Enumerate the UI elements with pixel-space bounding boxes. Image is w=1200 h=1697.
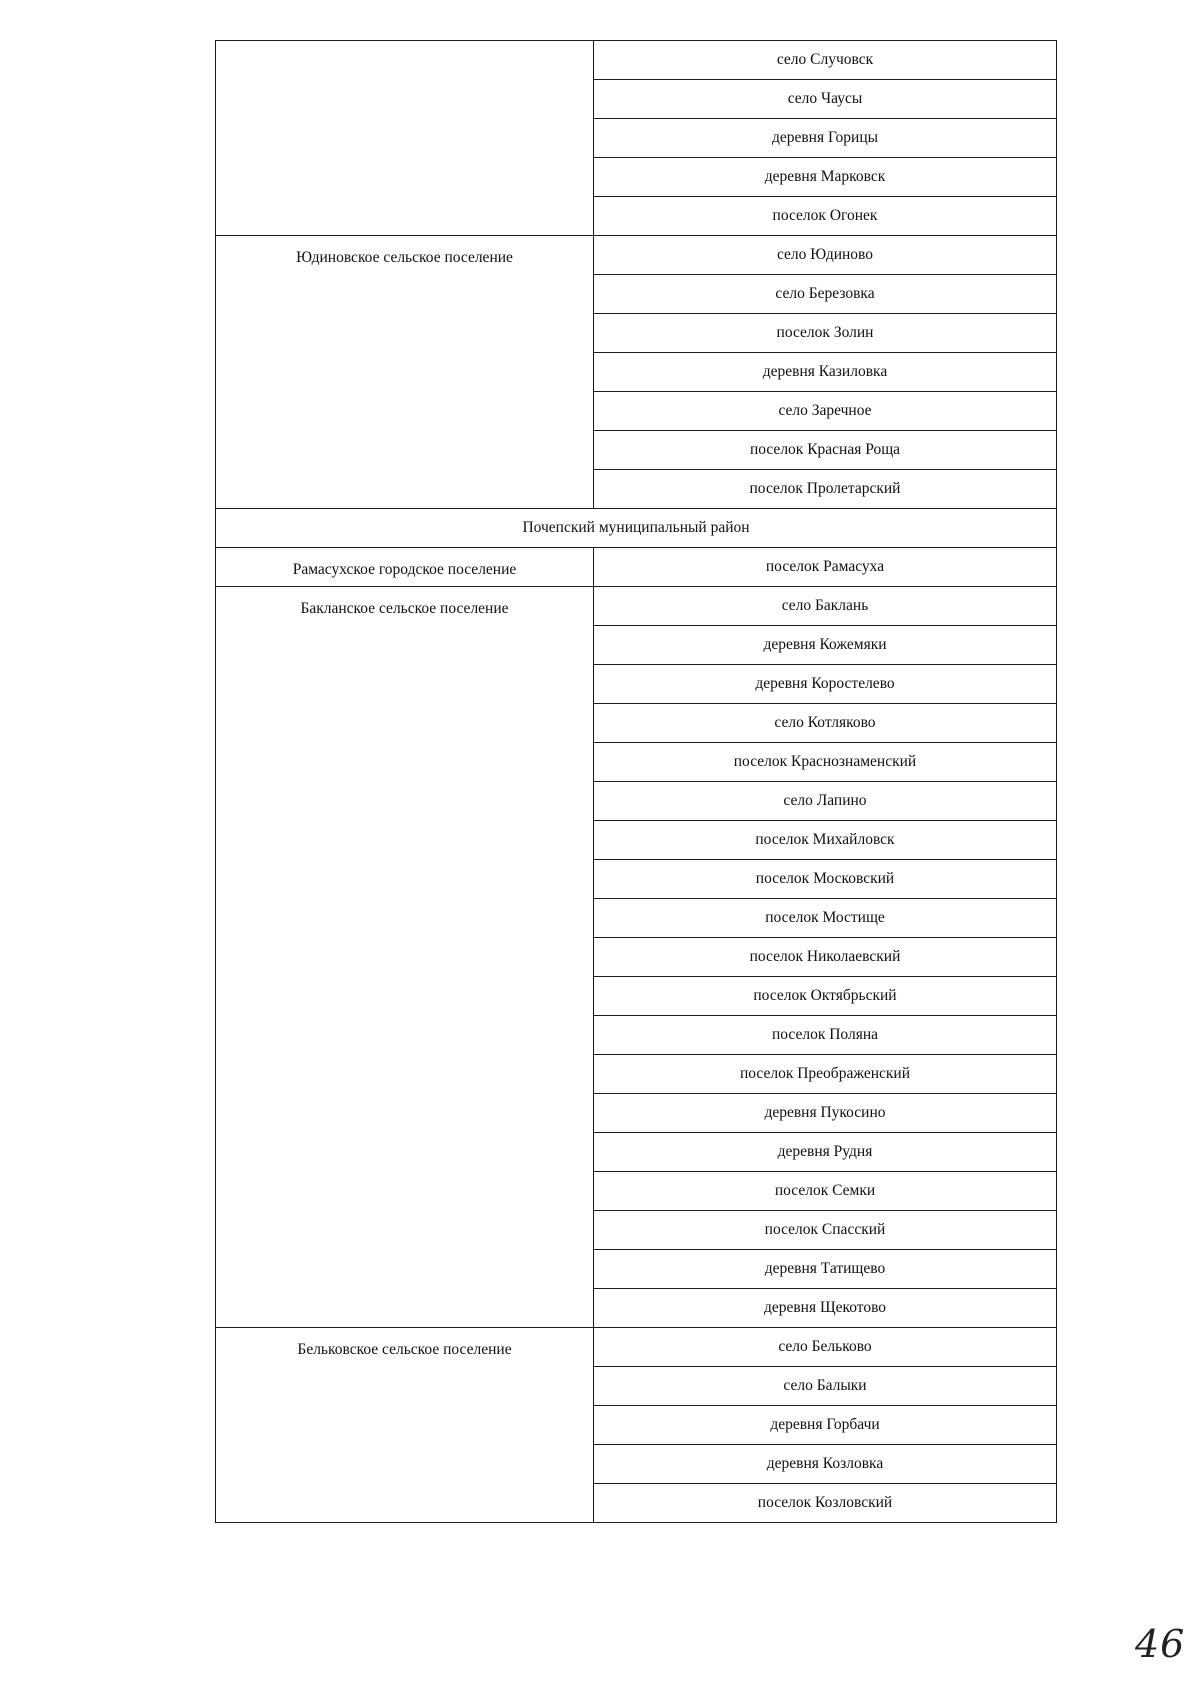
table-row (216, 548, 1057, 587)
table-body (216, 41, 1057, 1523)
locality-name: село Балыки (594, 1367, 1057, 1406)
locality-name: поселок Козловский (594, 1484, 1057, 1523)
locality-name: поселок Рамасуха (594, 548, 1057, 587)
locality-name: поселок Московский (594, 860, 1057, 899)
locality-name: деревня Марковск (594, 158, 1057, 197)
settlement-cell (216, 41, 594, 236)
locality-name: поселок Мостище (594, 899, 1057, 938)
settlements-table (215, 40, 1057, 1523)
page-number: 46 (1135, 1622, 1186, 1666)
settlement-cell (216, 587, 594, 1328)
locality-name: поселок Октябрьский (594, 977, 1057, 1016)
settlement-name (216, 41, 593, 54)
district-name: Почепский муниципальный район (216, 509, 1057, 548)
locality-name: поселок Спасский (594, 1211, 1057, 1250)
table-row (216, 41, 1057, 80)
locality-name: поселок Красная Роща (594, 431, 1057, 470)
locality-name: село Баклань (594, 587, 1057, 626)
locality-name: село Случовск (594, 41, 1057, 80)
table-row (216, 1328, 1057, 1367)
locality-name: село Лапино (594, 782, 1057, 821)
locality-name: деревня Коростелево (594, 665, 1057, 704)
locality-name: деревня Горицы (594, 119, 1057, 158)
locality-name: деревня Пукосино (594, 1094, 1057, 1133)
locality-name: поселок Пролетарский (594, 470, 1057, 509)
locality-name: поселок Преображенский (594, 1055, 1057, 1094)
locality-name: деревня Козловка (594, 1445, 1057, 1484)
settlement-cell (216, 1328, 594, 1523)
locality-name: деревня Татищево (594, 1250, 1057, 1289)
locality-name: поселок Поляна (594, 1016, 1057, 1055)
settlement-name: Юдиновское сельское поселение (296, 249, 513, 266)
locality-name: поселок Семки (594, 1172, 1057, 1211)
locality-name: поселок Михайловск (594, 821, 1057, 860)
locality-name: деревня Щекотово (594, 1289, 1057, 1328)
locality-name: поселок Огонек (594, 197, 1057, 236)
district-row (216, 509, 1057, 548)
locality-name: поселок Краснознаменский (594, 743, 1057, 782)
locality-name: село Бельково (594, 1328, 1057, 1367)
settlement-name: Бакланское сельское поселение (300, 600, 509, 617)
locality-name: село Котляково (594, 704, 1057, 743)
table-row (216, 587, 1057, 626)
locality-name: село Чаусы (594, 80, 1057, 119)
locality-name: деревня Кожемяки (594, 626, 1057, 665)
settlement-name: Бельковское сельское поселение (297, 1341, 512, 1358)
locality-name: деревня Казиловка (594, 353, 1057, 392)
locality-name: деревня Горбачи (594, 1406, 1057, 1445)
locality-name: село Березовка (594, 275, 1057, 314)
settlement-name: Рамасухское городское поселение (292, 561, 517, 578)
settlement-cell (216, 236, 594, 509)
locality-name: село Заречное (594, 392, 1057, 431)
locality-name: поселок Николаевский (594, 938, 1057, 977)
locality-name: деревня Рудня (594, 1133, 1057, 1172)
locality-name: поселок Золин (594, 314, 1057, 353)
table-row (216, 236, 1057, 275)
locality-name: село Юдиново (594, 236, 1057, 275)
settlement-cell (216, 548, 594, 587)
